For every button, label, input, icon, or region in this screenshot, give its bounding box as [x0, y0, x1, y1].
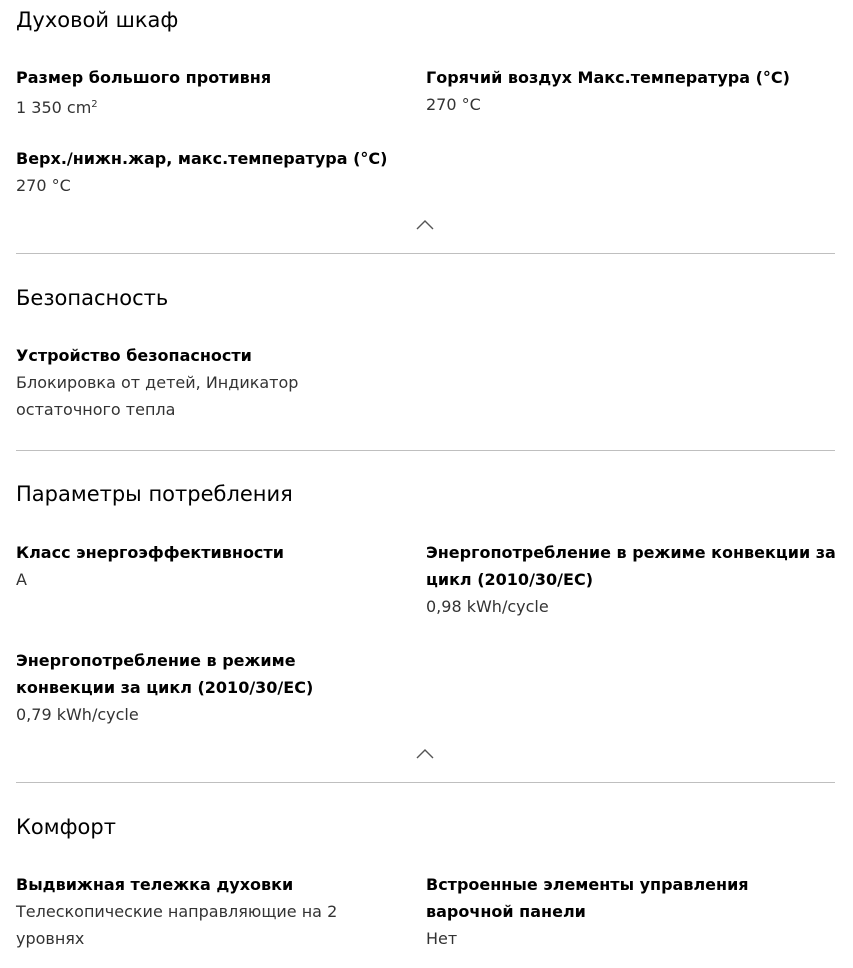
- spec-value: Блокировка от детей, Индикатор остаточного тепла: [16, 373, 299, 419]
- spec-value-text: 1 350 cm: [16, 98, 92, 117]
- spec-label: Верх./нижн.жар, макс.температура (°C): [16, 149, 388, 168]
- spec-item-energy-consumption-convection: [426, 539, 844, 620]
- spec-label: Выдвижная тележка духовки: [16, 875, 294, 894]
- spec-value: Телескопические направляющие на 2 уровнях: [16, 902, 338, 948]
- spec-label: Энергопотребление в режиме конвекции за цикл (2010/30/EC): [426, 543, 836, 589]
- spec-item-oven-trolley: [16, 871, 376, 952]
- section-title-oven: Духовой шкаф: [16, 8, 179, 32]
- section-divider: [16, 782, 835, 783]
- section-divider: [16, 450, 835, 451]
- spec-value: 270 °C: [16, 176, 71, 195]
- spec-item-energy-class: [16, 539, 406, 593]
- spec-item-top-bottom-heat-max-temp: [16, 145, 416, 199]
- spec-label: Класс энергоэффективности: [16, 543, 284, 562]
- spec-label: Устройство безопасности: [16, 346, 252, 365]
- spec-label: Горячий воздух Макс.температура (°C): [426, 68, 790, 87]
- spec-value: [16, 91, 406, 121]
- spec-value: 0,98 kWh/cycle: [426, 597, 549, 616]
- section-title-comfort: Комфорт: [16, 815, 116, 839]
- chevron-up-icon: [414, 218, 436, 232]
- collapse-toggle[interactable]: [414, 747, 436, 761]
- spec-label: Энергопотребление в режиме конвекции за цикл (2010/30/EC): [16, 651, 314, 697]
- spec-label: Размер большого противня: [16, 68, 272, 87]
- spec-item-baking-tray-size: [16, 64, 406, 121]
- spec-value: Нет: [426, 929, 458, 948]
- section-divider: [16, 253, 835, 254]
- chevron-up-icon: [414, 747, 436, 761]
- spec-item-energy-consumption-convection-2: [16, 647, 346, 728]
- collapse-toggle[interactable]: [414, 218, 436, 232]
- spec-value: A: [16, 570, 27, 589]
- spec-item-hob-controls: [426, 871, 786, 952]
- section-title-consumption: Параметры потребления: [16, 482, 293, 506]
- section-title-safety: Безопасность: [16, 286, 169, 310]
- spec-item-safety-device: [16, 342, 336, 423]
- spec-label: Встроенные элементы управления варочной панели: [426, 875, 749, 921]
- spec-item-hot-air-max-temp: [426, 64, 846, 118]
- spec-value: 270 °C: [426, 95, 481, 114]
- spec-value: 0,79 kWh/cycle: [16, 705, 139, 724]
- superscript: 2: [91, 99, 98, 110]
